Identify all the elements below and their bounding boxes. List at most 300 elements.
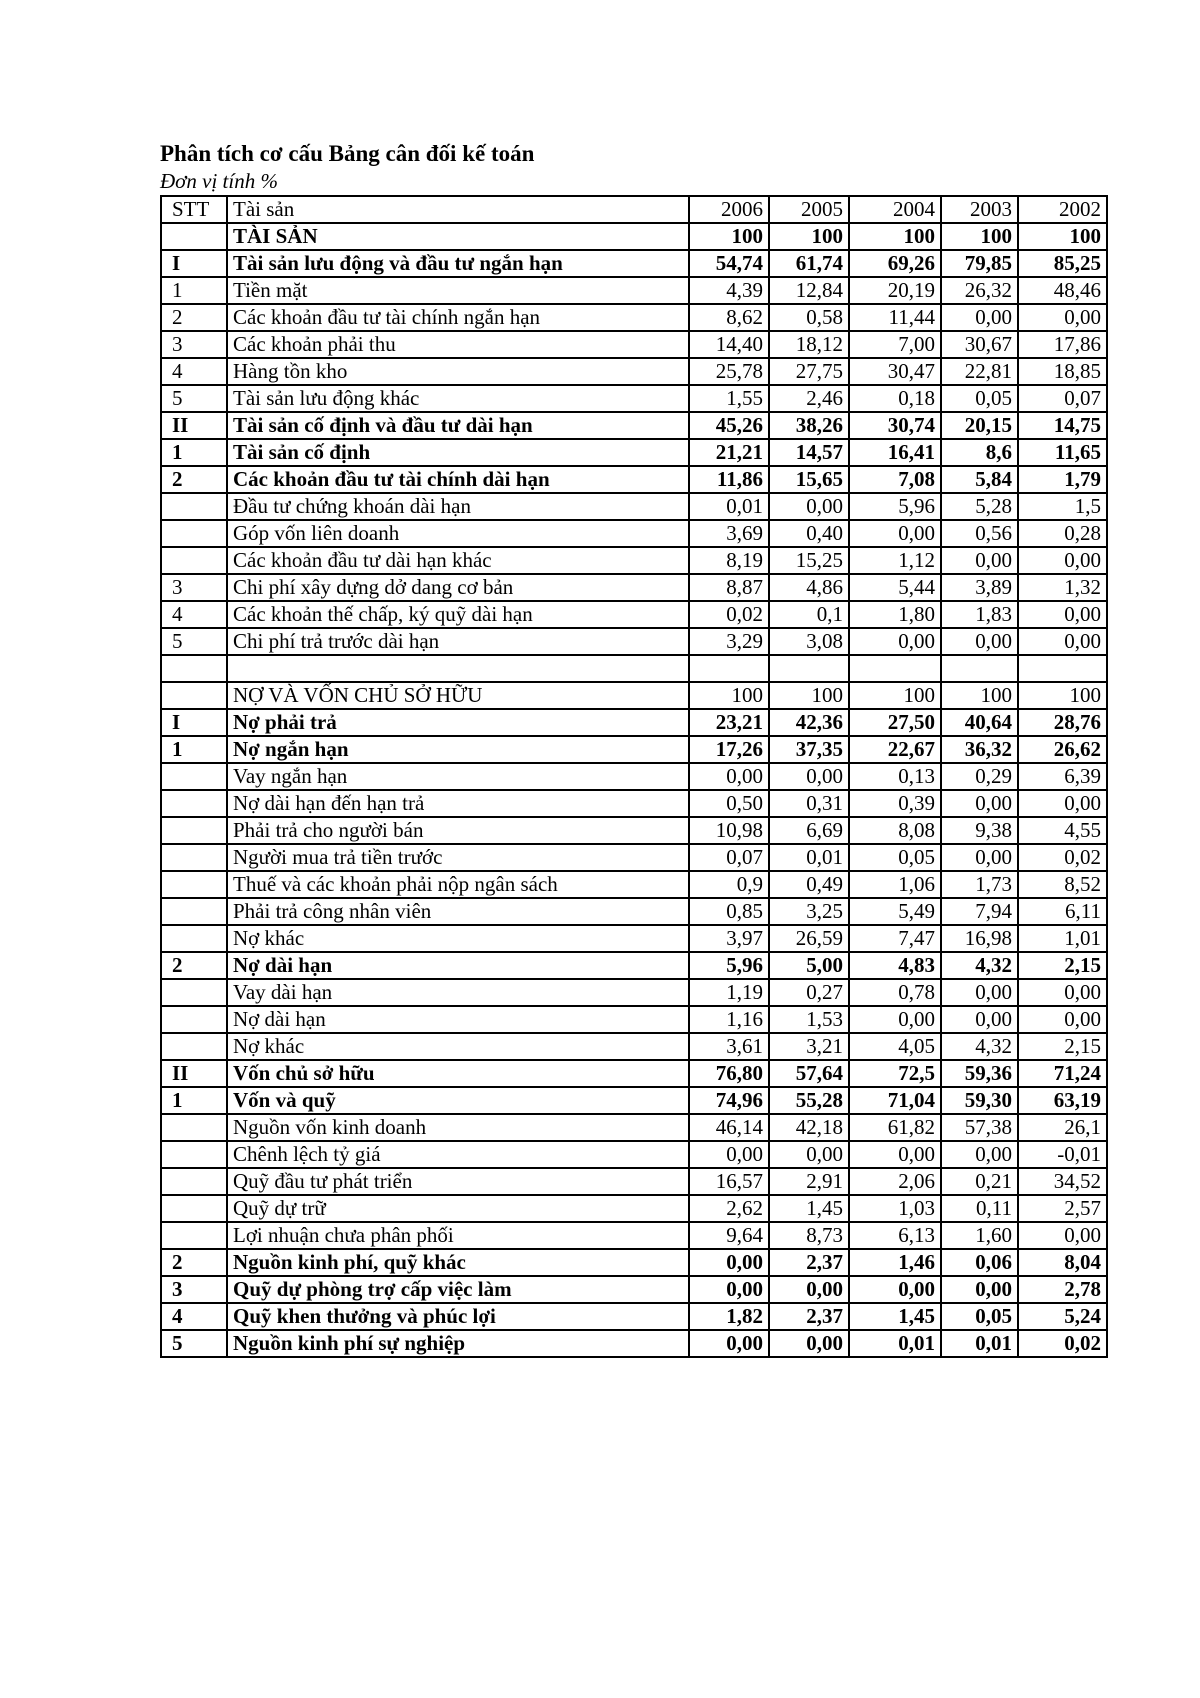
row-value: 1,32 [1018,574,1107,601]
row-value: 2,78 [1018,1276,1107,1303]
row-label: Nợ dài hạn đến hạn trả [227,790,689,817]
row-value: 48,46 [1018,277,1107,304]
row-value: 0,00 [941,1006,1018,1033]
row-value: 0,49 [769,871,849,898]
row-stt [161,1033,227,1060]
table-row [161,1276,1107,1303]
row-value: 8,04 [1018,1249,1107,1276]
row-value: 2,15 [1018,952,1107,979]
row-value: 100 [941,682,1018,709]
row-value: 85,25 [1018,250,1107,277]
row-value: 30,47 [849,358,941,385]
row-value: 0,01 [769,844,849,871]
row-label: Lợi nhuận chưa phân phối [227,1222,689,1249]
row-value: 26,32 [941,277,1018,304]
row-value: 18,85 [1018,358,1107,385]
row-value: 0,06 [941,1249,1018,1276]
row-label: NỢ VÀ VỐN CHỦ SỞ HỮU [227,682,689,709]
row-value: 4,05 [849,1033,941,1060]
row-label: Đầu tư chứng khoán dài hạn [227,493,689,520]
row-value: 0,1 [769,601,849,628]
row-value: 0,21 [941,1168,1018,1195]
row-value: 0,00 [849,520,941,547]
table-row [161,412,1107,439]
row-value: 76,80 [689,1060,769,1087]
row-value: 7,94 [941,898,1018,925]
row-value: 7,08 [849,466,941,493]
row-value: 8,19 [689,547,769,574]
row-value: 0,00 [689,1141,769,1168]
row-stt: II [161,1060,227,1087]
row-label: Tài sản lưu động khác [227,385,689,412]
row-stt: 1 [161,1087,227,1114]
row-value: 1,55 [689,385,769,412]
row-value: 100 [689,682,769,709]
row-value: 100 [1018,682,1107,709]
row-value: 4,86 [769,574,849,601]
row-value: 11,44 [849,304,941,331]
row-value: 3,08 [769,628,849,655]
row-value: 0,01 [689,493,769,520]
row-value: 0,00 [689,1249,769,1276]
row-value: 2,46 [769,385,849,412]
row-stt: 1 [161,736,227,763]
row-value: 21,21 [689,439,769,466]
row-value: 6,11 [1018,898,1107,925]
table-row [161,1249,1107,1276]
row-label: Hàng tồn kho [227,358,689,385]
table-row [161,1060,1107,1087]
row-value: 0,00 [941,790,1018,817]
row-label: Vay ngắn hạn [227,763,689,790]
row-value: 0,00 [1018,547,1107,574]
row-value: 15,25 [769,547,849,574]
row-value: 1,16 [689,1006,769,1033]
row-value: 54,74 [689,250,769,277]
row-value: 1,12 [849,547,941,574]
row-value: 0,00 [849,1006,941,1033]
row-value: 0,05 [941,1303,1018,1330]
row-value: 2,15 [1018,1033,1107,1060]
row-label: Nợ dài hạn [227,1006,689,1033]
row-stt: I [161,250,227,277]
table-row [161,979,1107,1006]
table-row [161,385,1107,412]
row-value: 0,58 [769,304,849,331]
row-value: 59,30 [941,1087,1018,1114]
row-stt [161,817,227,844]
row-value: 30,67 [941,331,1018,358]
row-stt [161,1222,227,1249]
row-stt: 4 [161,601,227,628]
row-value: 14,75 [1018,412,1107,439]
row-value: 0,18 [849,385,941,412]
row-stt [161,1168,227,1195]
row-stt: 3 [161,331,227,358]
row-value: 42,36 [769,709,849,736]
row-value [941,655,1018,682]
row-value: 0,56 [941,520,1018,547]
row-value: 0,27 [769,979,849,1006]
row-value: 45,26 [689,412,769,439]
row-value: 61,74 [769,250,849,277]
row-label: Quỹ khen thưởng và phúc lợi [227,1303,689,1330]
row-value: 18,12 [769,331,849,358]
table-row [161,844,1107,871]
row-value: 57,64 [769,1060,849,1087]
header-stt: STT [161,196,227,223]
row-stt: 2 [161,304,227,331]
row-value: 0,00 [1018,790,1107,817]
row-stt [161,682,227,709]
row-value: 100 [849,682,941,709]
header-year: 2005 [769,196,849,223]
row-value: 7,47 [849,925,941,952]
row-value: 42,18 [769,1114,849,1141]
row-value: 26,1 [1018,1114,1107,1141]
row-value: 0,00 [849,1141,941,1168]
row-value: 0,02 [689,601,769,628]
row-value: 1,73 [941,871,1018,898]
table-row [161,871,1107,898]
row-value: 14,40 [689,331,769,358]
row-value: 0,00 [1018,628,1107,655]
header-item: Tài sản [227,196,689,223]
row-stt: 1 [161,439,227,466]
row-value: 71,24 [1018,1060,1107,1087]
row-value: 17,26 [689,736,769,763]
row-value: 2,91 [769,1168,849,1195]
row-value: 11,86 [689,466,769,493]
row-value: 3,21 [769,1033,849,1060]
header-year: 2006 [689,196,769,223]
row-value: 4,39 [689,277,769,304]
row-value: 0,00 [1018,601,1107,628]
row-value: 0,01 [941,1330,1018,1357]
row-value: 28,76 [1018,709,1107,736]
row-value: 11,65 [1018,439,1107,466]
row-value: 20,15 [941,412,1018,439]
row-value: 1,45 [849,1303,941,1330]
row-stt [161,223,227,250]
row-label: Các khoản đầu tư tài chính dài hạn [227,466,689,493]
row-value: 2,37 [769,1303,849,1330]
row-value: 0,00 [769,493,849,520]
table-row [161,898,1107,925]
row-label: Tài sản cố định và đầu tư dài hạn [227,412,689,439]
row-value: 100 [769,223,849,250]
table-row [161,763,1107,790]
row-label: Quỹ đầu tư phát triển [227,1168,689,1195]
row-value: 1,03 [849,1195,941,1222]
row-value: 0,00 [689,1330,769,1357]
row-value: 1,79 [1018,466,1107,493]
row-value: 0,00 [1018,1006,1107,1033]
row-value: 8,08 [849,817,941,844]
unit-note: Đơn vị tính % [160,169,278,193]
table-row [161,493,1107,520]
row-value: 38,26 [769,412,849,439]
row-stt [161,655,227,682]
row-value: 0,50 [689,790,769,817]
row-stt [161,925,227,952]
row-value: 4,32 [941,1033,1018,1060]
row-value: 100 [849,223,941,250]
row-value: 72,5 [849,1060,941,1087]
row-label: Phải trả cho người bán [227,817,689,844]
row-stt: 5 [161,628,227,655]
row-value: 0,00 [849,628,941,655]
table-row [161,1222,1107,1249]
balance-sheet-table [160,195,1108,1358]
row-value: 1,5 [1018,493,1107,520]
row-label: Chi phí xây dựng dở dang cơ bản [227,574,689,601]
row-value: 5,96 [689,952,769,979]
row-value: 8,62 [689,304,769,331]
table-row [161,1087,1107,1114]
row-label: Chênh lệch tỷ giá [227,1141,689,1168]
row-value: 0,9 [689,871,769,898]
table-row [161,277,1107,304]
row-value: 8,6 [941,439,1018,466]
row-value: 3,29 [689,628,769,655]
row-stt [161,1195,227,1222]
row-stt: 2 [161,952,227,979]
row-label: TÀI SẢN [227,223,689,250]
row-stt [161,1141,227,1168]
row-label: Chi phí trả trước dài hạn [227,628,689,655]
row-label: Quỹ dự trữ [227,1195,689,1222]
row-label: Các khoản đầu tư dài hạn khác [227,547,689,574]
row-value: 100 [1018,223,1107,250]
row-value: 71,04 [849,1087,941,1114]
table-row [161,250,1107,277]
row-value: 0,00 [769,1276,849,1303]
row-value: 0,78 [849,979,941,1006]
row-value: 0,07 [1018,385,1107,412]
row-value: 5,49 [849,898,941,925]
row-value: 1,06 [849,871,941,898]
row-value: 6,13 [849,1222,941,1249]
row-stt [161,790,227,817]
row-value: 2,57 [1018,1195,1107,1222]
row-value: 0,05 [849,844,941,871]
row-value: 3,61 [689,1033,769,1060]
row-label: Góp vốn liên doanh [227,520,689,547]
row-label: Tiền mặt [227,277,689,304]
row-value: 8,52 [1018,871,1107,898]
row-stt [161,520,227,547]
row-label: Nợ khác [227,925,689,952]
row-value: 1,80 [849,601,941,628]
row-value: 0,02 [1018,844,1107,871]
row-value [849,655,941,682]
table-row [161,1114,1107,1141]
table-row [161,466,1107,493]
row-value: 0,29 [941,763,1018,790]
row-label: Vốn chủ sở hữu [227,1060,689,1087]
row-value: 0,00 [941,547,1018,574]
table-row [161,520,1107,547]
row-value: 0,00 [941,304,1018,331]
row-stt: 4 [161,358,227,385]
table-row [161,1006,1107,1033]
document-title: Phân tích cơ cấu Bảng cân đối kế toán [160,141,535,166]
row-value [769,655,849,682]
row-stt [161,1114,227,1141]
row-value: 27,50 [849,709,941,736]
row-stt: 3 [161,574,227,601]
row-value: 55,28 [769,1087,849,1114]
row-stt: 2 [161,466,227,493]
row-value: 2,37 [769,1249,849,1276]
row-stt [161,844,227,871]
header-row [161,196,1107,223]
table-row [161,601,1107,628]
row-stt [161,871,227,898]
row-value: 1,82 [689,1303,769,1330]
row-value: 59,36 [941,1060,1018,1087]
row-value: 0,02 [1018,1330,1107,1357]
row-value: 0,28 [1018,520,1107,547]
row-label: Các khoản đầu tư tài chính ngắn hạn [227,304,689,331]
row-stt: 5 [161,1330,227,1357]
row-value: 37,35 [769,736,849,763]
row-value: 3,97 [689,925,769,952]
table-row [161,358,1107,385]
table-row [161,925,1107,952]
row-label: Vốn và quỹ [227,1087,689,1114]
table-row [161,439,1107,466]
row-value: 63,19 [1018,1087,1107,1114]
row-value: 1,45 [769,1195,849,1222]
table-row [161,1033,1107,1060]
row-label: Phải trả công nhân viên [227,898,689,925]
row-label: Nợ khác [227,1033,689,1060]
table-row [161,1330,1107,1357]
row-value: 1,19 [689,979,769,1006]
row-label: Tài sản cố định [227,439,689,466]
table-row [161,709,1107,736]
table-row [161,682,1107,709]
row-stt: 5 [161,385,227,412]
row-value: 20,19 [849,277,941,304]
row-value: 9,38 [941,817,1018,844]
row-value: 0,00 [1018,979,1107,1006]
row-value [1018,655,1107,682]
row-stt: I [161,709,227,736]
row-value: 8,73 [769,1222,849,1249]
table-row [161,817,1107,844]
row-value: 0,85 [689,898,769,925]
table-row [161,736,1107,763]
row-label: Nợ dài hạn [227,952,689,979]
document [160,140,1106,1358]
row-value: 30,74 [849,412,941,439]
row-value: 16,41 [849,439,941,466]
row-value: 0,00 [769,763,849,790]
header-year: 2002 [1018,196,1107,223]
row-value: 61,82 [849,1114,941,1141]
row-stt [161,898,227,925]
row-value: 74,96 [689,1087,769,1114]
row-value: 0,13 [849,763,941,790]
row-value: 100 [941,223,1018,250]
table-row [161,1195,1107,1222]
row-value: 0,11 [941,1195,1018,1222]
row-value: 17,86 [1018,331,1107,358]
row-label: Nguồn kinh phí, quỹ khác [227,1249,689,1276]
row-value: 4,83 [849,952,941,979]
row-value: 5,24 [1018,1303,1107,1330]
row-value: 6,39 [1018,763,1107,790]
row-label: Các khoản thế chấp, ký quỹ dài hạn [227,601,689,628]
header-year: 2004 [849,196,941,223]
row-value: 14,57 [769,439,849,466]
row-value: 5,00 [769,952,849,979]
row-value: 2,06 [849,1168,941,1195]
row-value: 0,00 [941,1141,1018,1168]
row-value: 26,59 [769,925,849,952]
row-label: Các khoản phải thu [227,331,689,358]
row-value: 0,00 [1018,1222,1107,1249]
row-value: 10,98 [689,817,769,844]
row-value: 0,00 [689,763,769,790]
row-value: 5,44 [849,574,941,601]
row-value: 46,14 [689,1114,769,1141]
row-value: 1,60 [941,1222,1018,1249]
row-label: Tài sản lưu động và đầu tư ngắn hạn [227,250,689,277]
table-row [161,790,1107,817]
row-stt: 2 [161,1249,227,1276]
row-value: 2,62 [689,1195,769,1222]
row-value: 100 [769,682,849,709]
row-label: Người mua trả tiền trước [227,844,689,871]
row-value: 3,25 [769,898,849,925]
row-stt: 4 [161,1303,227,1330]
row-value: 0,00 [941,979,1018,1006]
row-value: 25,78 [689,358,769,385]
table-row [161,1303,1107,1330]
row-value: 0,00 [849,1276,941,1303]
row-value: 1,46 [849,1249,941,1276]
row-label: Thuế và các khoản phải nộp ngân sách [227,871,689,898]
row-value: 8,87 [689,574,769,601]
row-value: 0,00 [941,1276,1018,1303]
table-row [161,1168,1107,1195]
row-value: 4,32 [941,952,1018,979]
row-value [689,655,769,682]
row-stt [161,493,227,520]
row-value: 0,01 [849,1330,941,1357]
row-value: 79,85 [941,250,1018,277]
row-stt: 3 [161,1276,227,1303]
row-value: 5,96 [849,493,941,520]
row-value: 0,00 [769,1141,849,1168]
row-value: 57,38 [941,1114,1018,1141]
row-stt [161,763,227,790]
row-value: 0,31 [769,790,849,817]
row-value: 0,00 [1018,304,1107,331]
row-value: 36,32 [941,736,1018,763]
row-value: 0,07 [689,844,769,871]
row-value: 0,00 [769,1330,849,1357]
row-stt [161,979,227,1006]
table-row [161,628,1107,655]
row-stt: 1 [161,277,227,304]
row-value: 12,84 [769,277,849,304]
row-value: 0,05 [941,385,1018,412]
